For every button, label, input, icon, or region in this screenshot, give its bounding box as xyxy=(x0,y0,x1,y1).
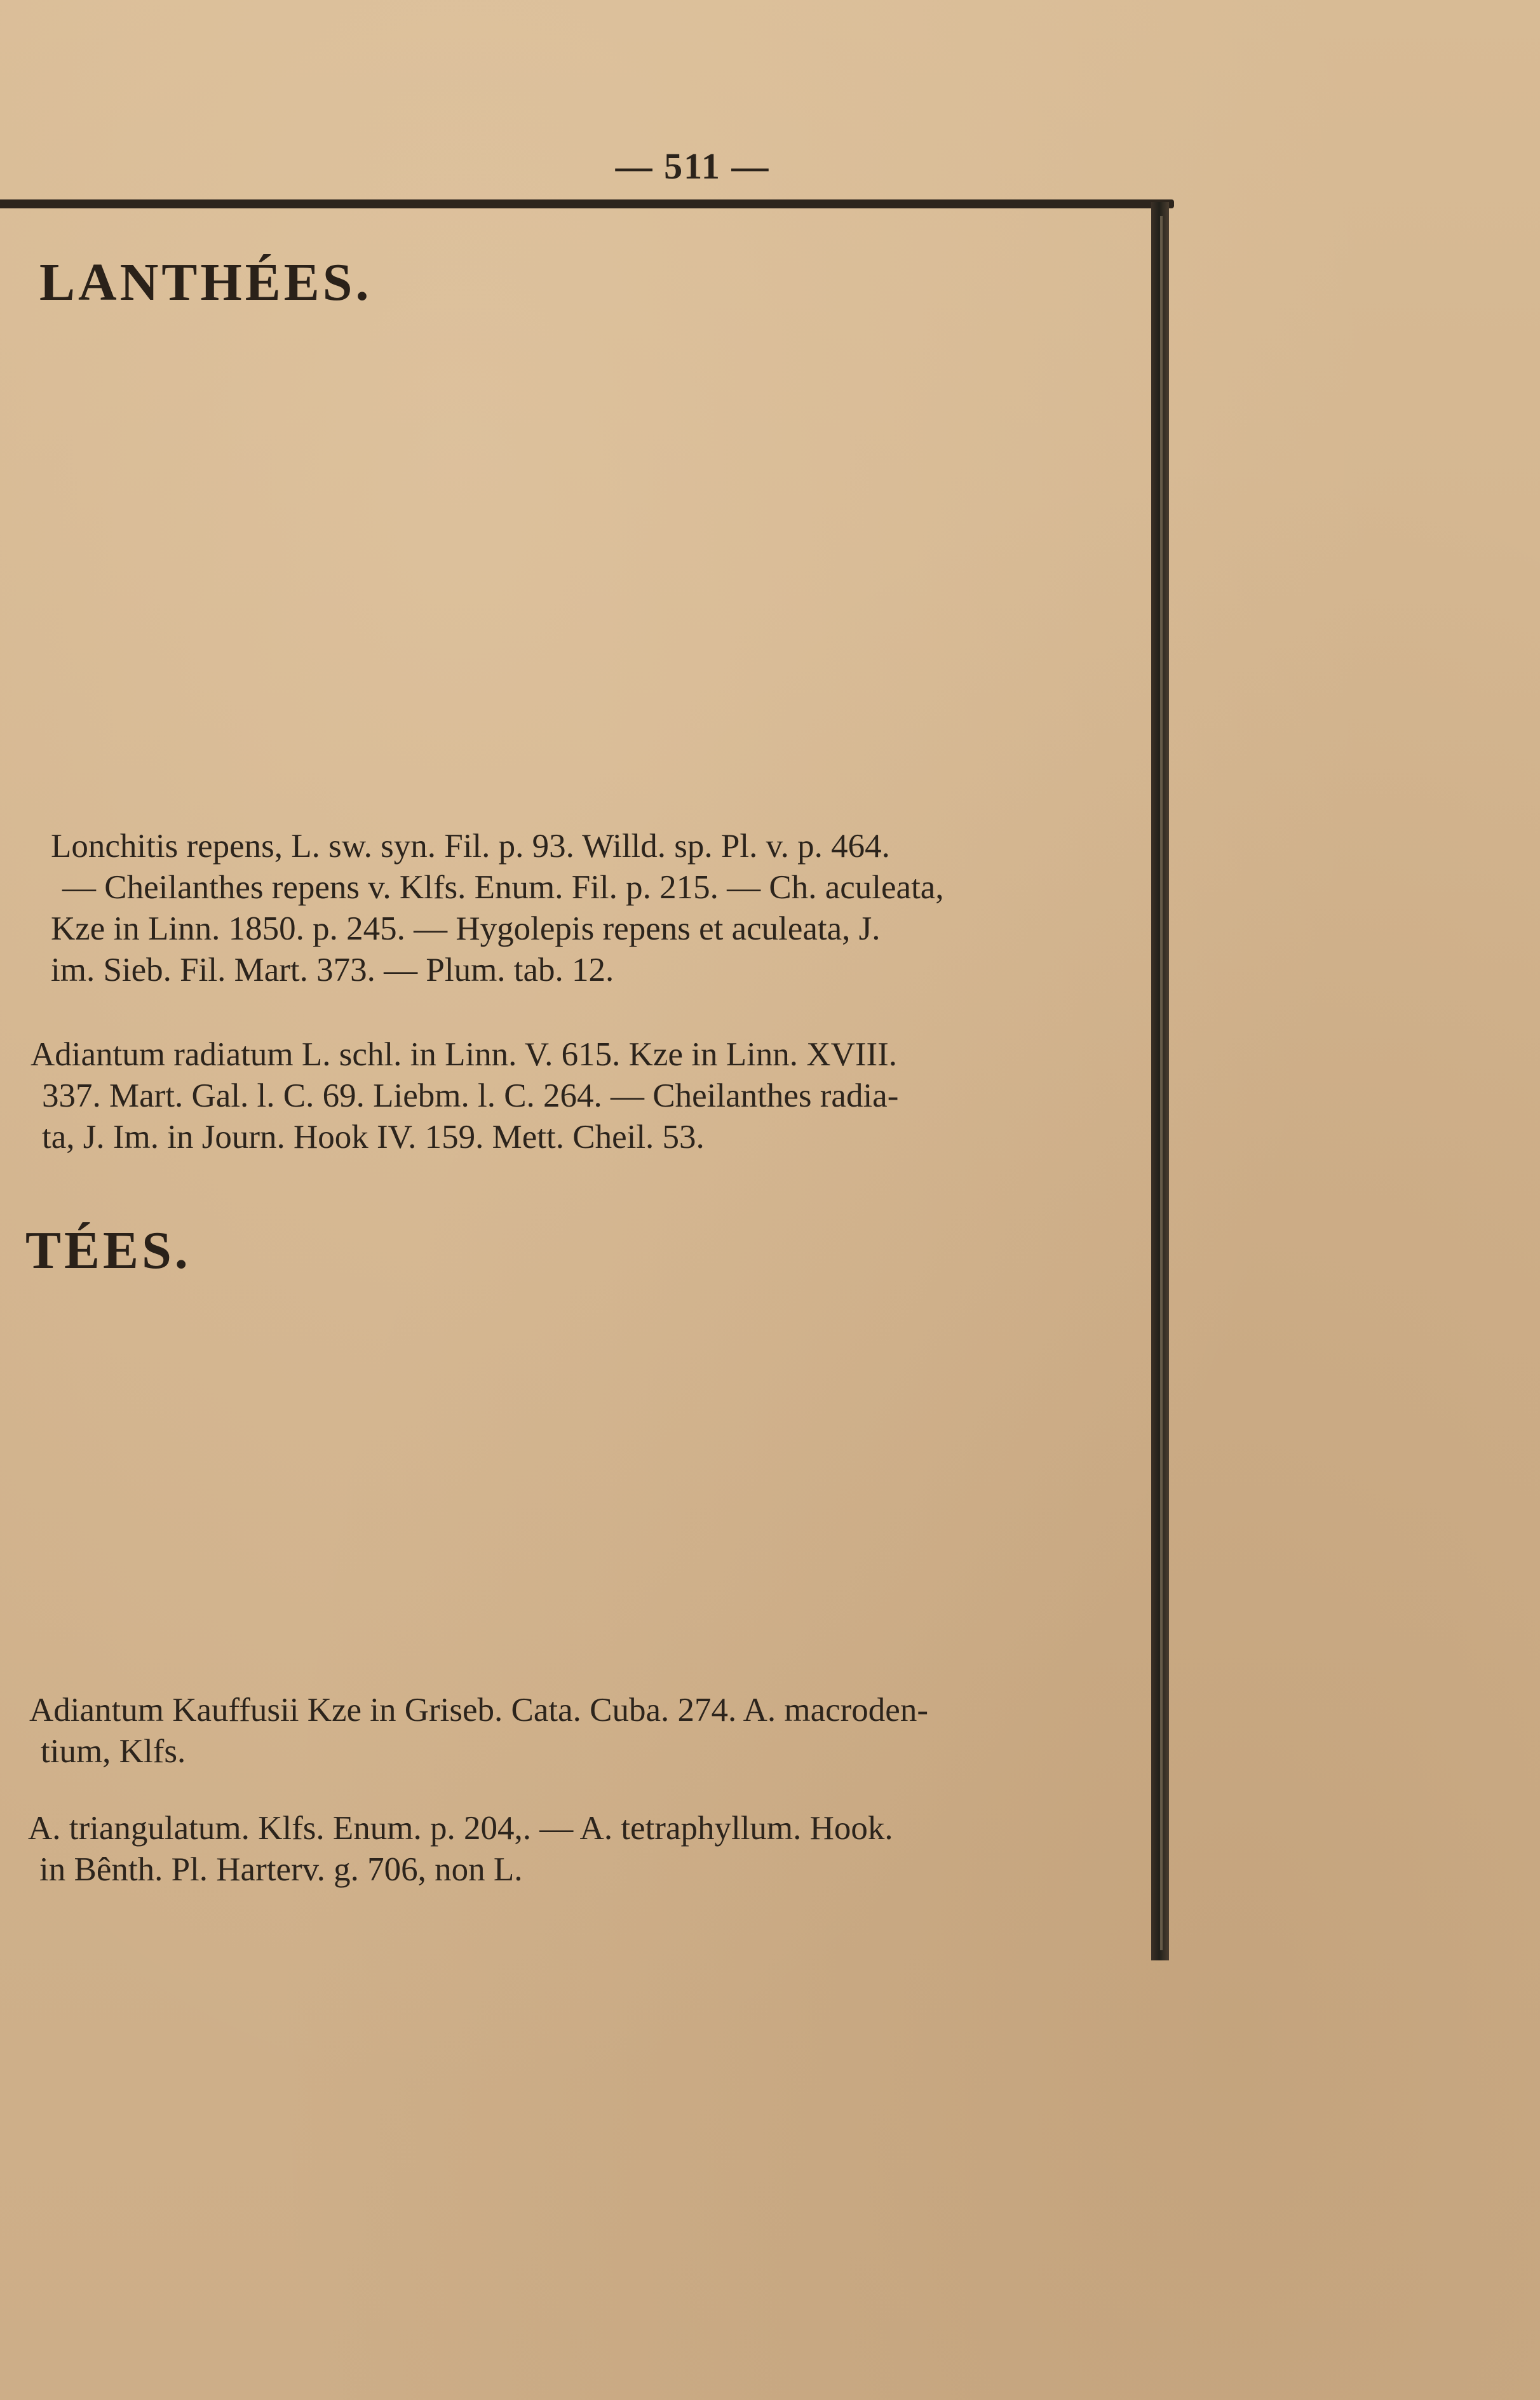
entry-line: im. Sieb. Fil. Mart. 373. — Plum. tab. 12. xyxy=(51,952,614,988)
entry-line: tium, Klfs. xyxy=(41,1733,186,1770)
entry-line: A. triangulatum. Klfs. Enum. p. 204,. — A. tetraphyllum. Hook. xyxy=(28,1810,893,1847)
right-margin-rule-highlight xyxy=(1160,216,1163,1950)
page-number: — 511 — xyxy=(615,145,770,187)
entry-adiantum-radiatum xyxy=(30,1034,898,1158)
entry-line: ta, J. Im. in Journ. Hook IV. 159. Mett. Cheil. 53. xyxy=(42,1119,705,1156)
entry-line: 337. Mart. Gal. l. C. 69. Liebm. l. C. 264. — Cheilanthes radia- xyxy=(42,1077,899,1114)
entry-adiantum-kauffusii xyxy=(29,1690,928,1772)
section-heading-lanthees: LANTHÉES. xyxy=(39,253,372,312)
entry-lonchitis-repens xyxy=(51,826,944,991)
entry-a-triangulatum xyxy=(28,1808,893,1891)
section-heading-tees: TÉES. xyxy=(25,1221,191,1280)
entry-line: Adiantum Kauffusii Kze in Griseb. Cata. Cuba. 274. A. macroden- xyxy=(29,1692,928,1729)
entry-line: — Cheilanthes repens v. Klfs. Enum. Fil. p. 215. — Ch. aculeata, xyxy=(62,869,944,906)
entry-line: Kze in Linn. 1850. p. 245. — Hygolepis repens et aculeata, J. xyxy=(51,910,881,947)
entry-line: Lonchitis repens, L. sw. syn. Fil. p. 93. Willd. sp. Pl. v. p. 464. xyxy=(51,828,890,865)
entry-line: Adiantum radiatum L. schl. in Linn. V. 615. Kze in Linn. XVIII. xyxy=(30,1036,898,1073)
top-rule xyxy=(0,199,1174,208)
entry-line: in Bênth. Pl. Harterv. g. 706, non L. xyxy=(39,1851,523,1888)
